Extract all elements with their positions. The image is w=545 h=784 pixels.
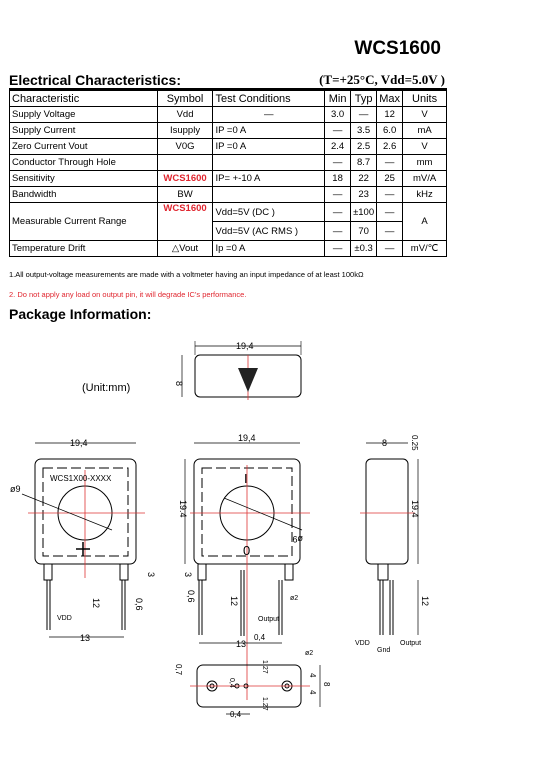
cell-typ: ±0.3 <box>351 241 377 257</box>
cell-sym: WCS1600 <box>157 171 213 187</box>
cell-cond: Vdd=5V (DC ) <box>213 203 325 222</box>
cell-max: — <box>377 222 403 241</box>
cell-cond: — <box>213 107 325 123</box>
cell-min: 2.4 <box>325 139 351 155</box>
header-characteristic: Characteristic <box>10 91 158 107</box>
dim-side-12: 12 <box>420 596 430 607</box>
header-test-conditions: Test Conditions <box>213 91 325 107</box>
dim-left-hole: ø9 <box>10 484 21 494</box>
dim-bottom-127-top: 1.27 <box>261 660 268 674</box>
pin-output-mid: Output <box>258 616 280 623</box>
cell-char: Zero Current Vout <box>10 139 158 155</box>
electrical-heading: Electrical Characteristics: <box>9 72 181 88</box>
cell-sym: △Vout <box>157 241 213 257</box>
cell-cond: Vdd=5V (AC RMS ) <box>213 222 325 241</box>
header-min: Min <box>325 91 351 107</box>
dim-left-width: 19,4 <box>70 438 88 448</box>
cell-cond <box>213 155 325 171</box>
dim-side-width: 8 <box>382 438 388 448</box>
table-row <box>10 241 447 257</box>
dim-mid-12: 12 <box>229 596 239 607</box>
header-typ: Typ <box>351 91 377 107</box>
cell-char: Sensitivity <box>10 171 158 187</box>
cell-unit: kHz <box>403 187 447 203</box>
cell-min: 18 <box>325 171 351 187</box>
cell-typ: ±100 <box>351 203 377 222</box>
dim-side-025: 0.25 <box>410 435 419 451</box>
cell-typ: 22 <box>351 171 377 187</box>
cell-cond: IP =0 A <box>213 123 325 139</box>
cell-max: — <box>377 187 403 203</box>
cell-unit: A <box>403 203 447 241</box>
header-max: Max <box>377 91 403 107</box>
dim-side-height: 19.4 <box>410 500 420 518</box>
side-view-body <box>366 459 408 564</box>
table-row <box>10 203 447 222</box>
cell-min: — <box>325 222 351 241</box>
table-header-row <box>10 91 447 107</box>
dim-bottom-8: 8 <box>322 682 331 687</box>
cell-char: Supply Current <box>10 123 158 139</box>
cell-sym: Isupply <box>157 123 213 139</box>
test-conditions-note: (T=+25°C, Vdd=5.0V ) <box>319 72 445 87</box>
cell-cond <box>213 187 325 203</box>
cell-max: — <box>377 203 403 222</box>
cell-unit: mA <box>403 123 447 139</box>
table-row <box>10 171 447 187</box>
dim-mid-height: 19.4 <box>178 500 188 518</box>
dim-top-width: 19,4 <box>236 341 254 351</box>
cell-sym <box>157 155 213 171</box>
cell-max: — <box>377 155 403 171</box>
cell-min: — <box>325 241 351 257</box>
cell-char: Bandwidth <box>10 187 158 203</box>
cell-max: — <box>377 241 403 257</box>
dim-left-13: 13 <box>80 633 91 643</box>
cell-unit: mV/A <box>403 171 447 187</box>
cell-min: — <box>325 123 351 139</box>
cell-typ: 70 <box>351 222 377 241</box>
cell-char: Temperature Drift <box>10 241 158 257</box>
document-title: WCS1600 <box>354 38 441 59</box>
header-units: Units <box>403 91 447 107</box>
cell-unit: mV/℃ <box>403 241 447 257</box>
cell-min: — <box>325 187 351 203</box>
package-drawing <box>0 330 545 784</box>
cell-typ: 23 <box>351 187 377 203</box>
pin-vdd-side: VDD <box>355 640 370 647</box>
dim-mid-width: 19,4 <box>238 433 256 443</box>
dim-bottom-04b: 0,4 <box>230 710 242 719</box>
dim-mid-hole: ø9 <box>292 534 303 544</box>
dim-left-06: 0,6 <box>134 598 144 611</box>
dim-bottom-127: 1.27 <box>261 697 268 711</box>
cell-unit: V <box>403 139 447 155</box>
cell-min: — <box>325 203 351 222</box>
header-symbol: Symbol <box>157 91 213 107</box>
pin-vdd-left: VDD <box>57 615 72 622</box>
dim-mid-04: 0,4 <box>254 633 266 642</box>
dim-mid-13: 13 <box>236 639 247 649</box>
cell-max: 6.0 <box>377 123 403 139</box>
cell-max: 2.6 <box>377 139 403 155</box>
table-row <box>10 155 447 171</box>
dim-mid-06: 0,6 <box>186 590 196 603</box>
cell-sym: V0G <box>157 139 213 155</box>
package-heading: Package Information: <box>9 306 152 322</box>
dim-bottom-04: 0,4 <box>228 678 235 688</box>
cell-min: 3.0 <box>325 107 351 123</box>
cell-cond: IP= +-10 A <box>213 171 325 187</box>
pin-gnd-side: Gnd <box>377 647 391 654</box>
table-row <box>10 187 447 203</box>
cell-sym: WCS1600 <box>157 203 213 241</box>
cell-unit: V <box>403 107 447 123</box>
dim-bottom-4a: 4 <box>308 673 317 678</box>
part-label: WCS1X00-XXXX <box>50 474 112 483</box>
cell-typ: 3.5 <box>351 123 377 139</box>
cell-sym: BW <box>157 187 213 203</box>
dim-bottom-pin: ø2 <box>305 650 314 657</box>
table-row <box>10 107 447 123</box>
cell-char: Measurable Current Range <box>10 203 158 241</box>
pin-output-side: Output <box>400 640 422 647</box>
cell-sym: Vdd <box>157 107 213 123</box>
dim-mid-pin: ø2 <box>290 595 299 602</box>
cell-max: 12 <box>377 107 403 123</box>
label-i: I <box>244 471 248 486</box>
cell-cond: IP =0 A <box>213 139 325 155</box>
cell-cond: Ip =0 A <box>213 241 325 257</box>
cell-max: 25 <box>377 171 403 187</box>
table-row <box>10 139 447 155</box>
cell-typ: 2.5 <box>351 139 377 155</box>
table-row <box>10 123 447 139</box>
cell-unit: mm <box>403 155 447 171</box>
dim-left-3: 3 <box>146 572 156 578</box>
dim-bottom-4b: 4 <box>308 690 317 695</box>
dim-top-height: 8 <box>174 381 184 387</box>
cell-min: — <box>325 155 351 171</box>
dim-left-12: 12 <box>91 598 101 609</box>
cell-char: Supply Voltage <box>10 107 158 123</box>
cell-typ: 8.7 <box>351 155 377 171</box>
cell-typ: — <box>351 107 377 123</box>
direction-arrow-icon <box>238 368 258 392</box>
electrical-table <box>9 90 447 257</box>
dim-bottom-07: 0,7 <box>174 664 183 676</box>
unit-label: (Unit:mm) <box>82 382 131 394</box>
note-1: 1.All output-voltage measurements are made with a voltmeter having an input impedance of at least 100kΩ <box>9 270 364 279</box>
label-o: 0 <box>243 543 251 558</box>
cell-char: Conductor Through Hole <box>10 155 158 171</box>
note-2: 2. Do not apply any load on output pin, it will degrade IC's performance. <box>9 290 247 299</box>
dim-mid-3: 3 <box>183 572 193 578</box>
